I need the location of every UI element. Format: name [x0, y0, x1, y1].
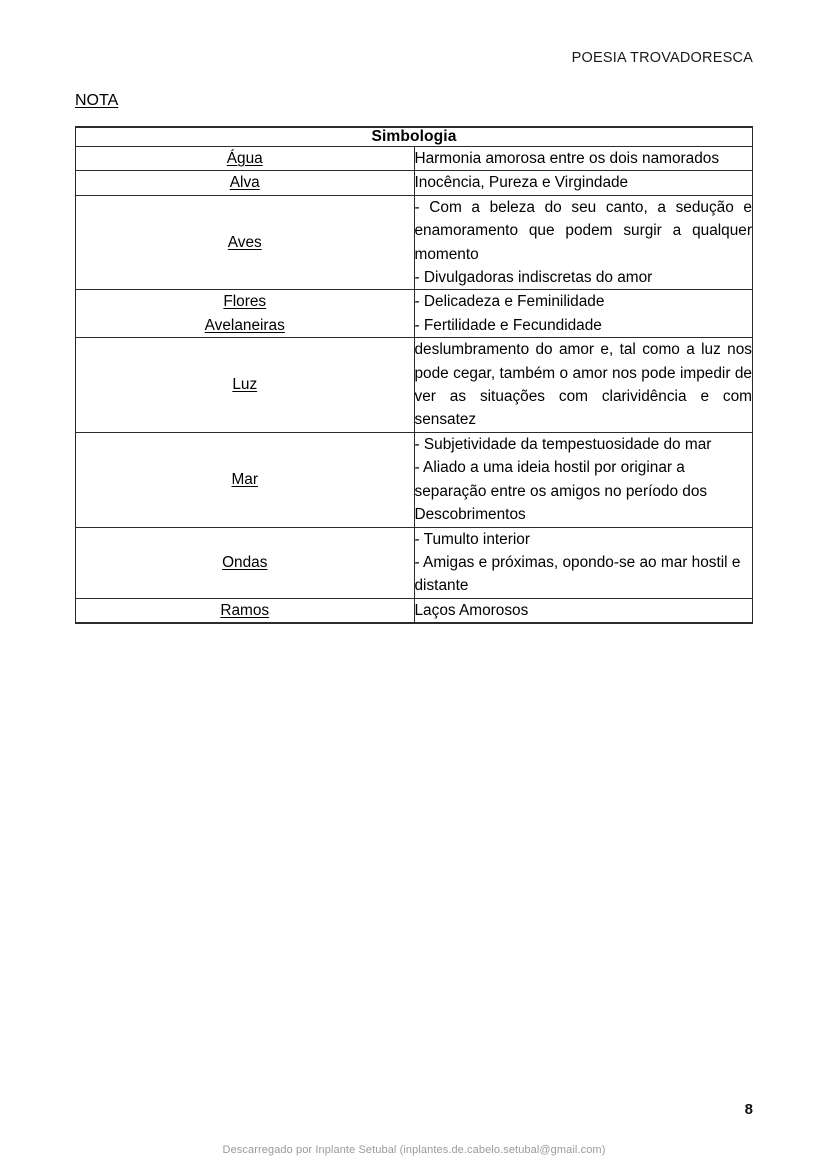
- term-label: Luz: [232, 376, 258, 394]
- table-row: [76, 527, 753, 598]
- table-cell-description: [414, 171, 753, 195]
- table-cell-term: [76, 338, 415, 433]
- table-cell-description: [414, 147, 753, 171]
- table-cell-description: [414, 338, 753, 433]
- table-cell-term: [76, 147, 415, 171]
- table-row: [76, 171, 753, 195]
- term-label: Aves: [227, 233, 262, 251]
- table-cell-description: [414, 195, 753, 290]
- description-line: Harmonia amorosa entre os dois namorados: [414, 150, 720, 167]
- description-line: - Com a beleza do seu canto, a sedução e enamoramento que podem surgir a qualquer momento: [414, 198, 752, 263]
- term-label: Água: [226, 150, 263, 167]
- table-cell-term: [76, 171, 415, 195]
- table-row: [76, 598, 753, 623]
- table-row: [76, 338, 753, 433]
- table-cell-description: [414, 290, 753, 338]
- table-row: [76, 195, 753, 290]
- table-title-row: [76, 127, 753, 147]
- description-line: - Delicadeza e Feminilidade: [414, 293, 605, 311]
- term-label: Mar: [231, 470, 258, 488]
- description-line: Inocência, Pureza e Virgindade: [414, 174, 629, 192]
- page-number: 8: [744, 1101, 753, 1118]
- table-cell-description: [414, 598, 753, 623]
- table-row: [76, 147, 753, 171]
- running-header-title: POESIA TROVADORESCA: [571, 50, 753, 66]
- description-line: - Amigas e próximas, opondo-se ao mar hostil e distante: [414, 553, 741, 595]
- table-cell-term: [76, 527, 415, 598]
- description-line: - Divulgadoras indiscretas do amor: [414, 269, 653, 287]
- description-line: - Tumulto interior: [414, 530, 530, 548]
- simbologia-table: [75, 126, 753, 624]
- nota-label: NOTA: [75, 92, 119, 109]
- table-cell-term: [76, 195, 415, 290]
- description-line: deslumbramento do amor e, tal como a luz nos pode cegar, também o amor nos pode impedir de ver as situações com clarividência e com sensatez: [414, 341, 752, 429]
- table-cell-description: [414, 432, 753, 527]
- description-line: - Fertilidade e Fecundidade: [414, 316, 602, 334]
- table-row: [76, 290, 753, 338]
- term-label: Ramos: [220, 601, 270, 619]
- simbologia-table-body: [76, 127, 753, 623]
- table-title: Simbologia: [76, 127, 753, 147]
- watermark-text: Descarregado por Inplante Setubal (inplantes.de.cabelo.setubal@gmail.com): [222, 1144, 606, 1156]
- term-label: Alva: [229, 174, 260, 192]
- description-line: Laços Amorosos: [414, 601, 529, 619]
- term-label: Flores: [223, 293, 267, 311]
- table-cell-description: [414, 527, 753, 598]
- description-line: - Aliado a uma ideia hostil por originar a separação entre os amigos no período dos Descobrimentos: [414, 459, 708, 524]
- term-label-secondary: Avelaneiras: [204, 316, 285, 334]
- table-row: [76, 432, 753, 527]
- table-cell-term: [76, 290, 415, 338]
- term-label: Ondas: [222, 553, 268, 571]
- table-cell-term: [76, 598, 415, 623]
- table-cell-term: [76, 432, 415, 527]
- description-line: - Subjetividade da tempestuosidade do mar: [414, 435, 712, 453]
